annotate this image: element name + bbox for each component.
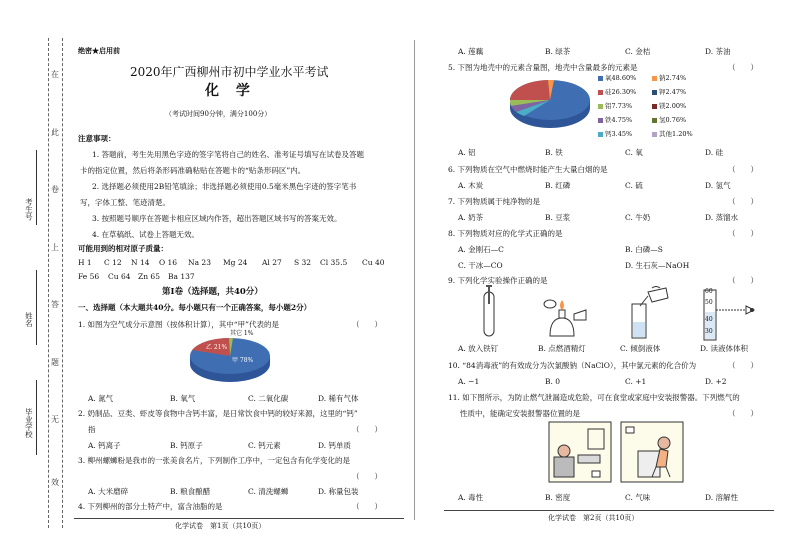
legend-label: 钙3.45%: [605, 130, 633, 138]
answer-blank[interactable]: （ ）: [728, 63, 758, 72]
option-b[interactable]: B. 钙原子: [170, 441, 203, 450]
option-d[interactable]: D. 硅: [705, 148, 724, 157]
section-title: 第Ⅰ卷（选择题，共40分）: [162, 287, 263, 297]
answer-blank[interactable]: （ ）: [728, 197, 758, 206]
legend-swatch: [598, 104, 603, 109]
answer-blank[interactable]: （ ）: [728, 229, 758, 238]
option-d[interactable]: D. 钙单质: [318, 441, 352, 450]
pie-label-jia: 甲 78%: [232, 357, 254, 364]
notice-line: 3. 按照题号顺序在答题卡相应区域内作答，超出答题区域书写的答案无效。: [92, 214, 342, 223]
answer-blank[interactable]: （ ）: [728, 361, 758, 370]
question-11-cont: 性质中，能确定安装报警器位置的是: [460, 409, 580, 418]
legend-label: 氧48.60%: [605, 74, 637, 82]
footer-rule: [74, 518, 404, 519]
option-a[interactable]: A. 金刚石—C: [458, 245, 504, 254]
option-c[interactable]: C. 清洗螺蛳: [248, 487, 289, 496]
binding-char: 效: [51, 478, 59, 487]
binding-char: 此: [51, 128, 59, 137]
answer-blank[interactable]: （ ）: [352, 502, 382, 511]
question-10: 10. “84消毒液”的有效成分为次氯酸钠（NaClO），其中氯元素的化合价为: [448, 361, 697, 370]
legend-swatch: [598, 118, 603, 123]
atomic-mass-item: O 16: [159, 258, 178, 267]
legend-label: 铁4.75%: [605, 116, 633, 124]
option-a[interactable]: A. 钙离子: [88, 441, 121, 450]
option-a[interactable]: A. 氮气: [88, 394, 114, 403]
option-a[interactable]: A. 放入铁钉: [458, 344, 499, 353]
answer-blank[interactable]: （ ）: [728, 409, 758, 418]
option-b[interactable]: B. 绿茶: [545, 47, 571, 56]
question-9: 9. 下列化学实验操作正确的是: [448, 276, 548, 285]
name-field[interactable]: [36, 270, 37, 345]
exam-title: 2020年广西柳州市初中学业水平考试: [130, 65, 329, 79]
option-c[interactable]: C. 气味: [625, 493, 651, 502]
option-b[interactable]: B. 点燃酒精灯: [538, 344, 586, 353]
legend-label: 其他1.20%: [659, 130, 693, 138]
atomic-mass-item: Mg 24: [223, 258, 248, 267]
legend-swatch: [652, 132, 657, 137]
option-d[interactable]: D. 稀有气体: [318, 394, 359, 403]
option-c[interactable]: C. 氧: [625, 148, 643, 157]
page-footer: 化学试卷 第2页（共10页）: [548, 514, 639, 522]
option-a[interactable]: A. −1: [458, 377, 480, 386]
question-8: 8. 下列物质对应的化学式正确的是: [448, 229, 563, 238]
option-c[interactable]: C. 硫: [625, 181, 643, 190]
option-d[interactable]: D. 氢气: [705, 181, 731, 190]
binding-char: 卷: [51, 185, 59, 194]
legend-swatch: [652, 118, 657, 123]
school-field-label: 毕业学校: [24, 408, 34, 438]
notice-line: 2. 选择题必须使用2B铅笔填涂；非选择题必须使用0.5毫米黑色字迹的签字笔书: [92, 182, 357, 191]
legend-swatch: [652, 90, 657, 95]
legend-label: 硅26.30%: [605, 88, 637, 96]
pouring-liquid-illustration: [622, 286, 672, 342]
cylinder-scale-label: 30: [705, 328, 713, 335]
legend-swatch: [598, 90, 603, 95]
option-b[interactable]: B. 豆浆: [545, 213, 571, 222]
legend-swatch: [652, 104, 657, 109]
option-d[interactable]: D. 茶油: [705, 47, 731, 56]
option-c[interactable]: C. 二氧化碳: [248, 394, 289, 403]
answer-blank[interactable]: （ ）: [352, 425, 382, 434]
legend-swatch: [652, 76, 657, 81]
legend-label: 氢0.76%: [659, 116, 687, 124]
binding-char: 在: [51, 70, 59, 79]
notice-line: 1. 答题前，考生先用黑色字迹的签字笔将自己的姓名、准考证号填写在试卷及答题: [92, 150, 365, 159]
atomic-mass-item: Fe 56: [78, 272, 100, 281]
atomic-mass-item: Na 23: [188, 258, 211, 267]
atomic-mass-item: Cl 35.5: [320, 258, 348, 267]
option-b[interactable]: B. 氧气: [170, 394, 196, 403]
atomic-mass-item: S 32: [294, 258, 312, 267]
option-c[interactable]: C. +1: [625, 377, 647, 386]
secret-label: 绝密★启用前: [78, 46, 120, 55]
binding-line-inner: [48, 38, 49, 528]
binding-char: 题: [51, 358, 59, 367]
atomic-mass-item: Zn 65: [138, 272, 160, 281]
option-a[interactable]: A. 木炭: [458, 181, 484, 190]
option-c[interactable]: C. 干冰—CO: [458, 261, 503, 270]
legend-swatch: [598, 76, 603, 81]
question-11: 11. 如下图所示，为防止燃气泄漏造成危险，可在食堂或家庭中安装报警器。下列燃气的: [448, 393, 740, 402]
notice-line: 写，字体工整、笔迹清楚。: [80, 198, 170, 207]
option-b[interactable]: B. 0: [545, 377, 561, 386]
option-a[interactable]: A. 莲藕: [458, 47, 484, 56]
option-c[interactable]: C. 牛奶: [625, 213, 651, 222]
page-footer: 化学试卷 第1页（共10页）: [175, 522, 266, 530]
option-d[interactable]: D. 蒸馏水: [705, 213, 739, 222]
legend-label: 镁2.00%: [659, 102, 687, 110]
atomic-mass-item: Ba 137: [168, 272, 195, 281]
exam-number-field-label: 考生号: [24, 198, 34, 221]
notice-line: 卡的指定位置，然后将条形码准确粘贴在答题卡的“贴条形码区”内。: [80, 166, 306, 175]
school-field[interactable]: [36, 380, 37, 455]
atomic-mass-item: H 1: [78, 258, 92, 267]
question-1: 1. 如图为空气成分示意图（按体积计算），其中“甲”代表的是: [78, 320, 279, 329]
pie-label-other: 其它 1%: [230, 330, 254, 337]
answer-blank[interactable]: （ ）: [352, 472, 382, 481]
section-description: 一、选择题（本大题共40分。每小题只有一个正确答案，每小题2分）: [78, 303, 312, 312]
option-a[interactable]: A. 铝: [458, 148, 476, 157]
question-5: 5. 下图为地壳中的元素含量图，地壳中含量最多的元素是: [448, 63, 638, 72]
atomic-mass-item: C 12: [104, 258, 122, 267]
cylinder-scale-label: 50: [705, 299, 713, 306]
atomic-mass-item: Al 27: [262, 258, 282, 267]
binding-char: 无: [51, 415, 59, 424]
cylinder-scale-label: 40: [705, 316, 713, 323]
answer-blank[interactable]: （ ）: [728, 165, 758, 174]
question-4: 4. 下列柳州的部分土特产中，富含油脂的是: [78, 502, 223, 511]
notice-title: 注意事项：: [78, 134, 116, 143]
page-divider: [414, 40, 415, 520]
test-tube-nail-illustration: [470, 284, 510, 342]
answer-blank[interactable]: （ ）: [352, 320, 382, 329]
option-b[interactable]: B. 密度: [545, 493, 571, 502]
binding-line-outer: [62, 38, 63, 528]
atomic-mass-item: Cu 40: [362, 258, 385, 267]
option-c[interactable]: C. 钙元素: [248, 441, 281, 450]
pie-label-yi: 乙 21%: [206, 344, 228, 351]
kitchen-alarm-low-illustration: [548, 421, 612, 483]
option-a[interactable]: A. 奶茶: [458, 213, 484, 222]
answer-blank[interactable]: （ ）: [728, 276, 758, 285]
option-b[interactable]: B. 铁: [545, 148, 563, 157]
legend-label: 铝7.73%: [605, 102, 633, 110]
crust-elements-pie: [508, 76, 596, 134]
option-d[interactable]: D. 生石灰—NaOH: [625, 261, 690, 270]
subject-heading: 化 学: [205, 83, 256, 99]
notice-line: 4. 在草稿纸、试卷上答题无效。: [92, 230, 200, 239]
question-2-cont: 指: [88, 425, 96, 434]
legend-label: 钠2.74%: [659, 74, 687, 82]
cylinder-scale-label: 60: [705, 288, 713, 295]
question-3: 3. 柳州螺蛳粉是我市的一张美食名片，下列制作工序中，一定包含有化学变化的是: [78, 456, 351, 465]
option-c[interactable]: C. 倾倒液体: [620, 344, 661, 353]
atomic-mass-title: 可能用到的相对原子质量：: [78, 244, 168, 253]
option-b[interactable]: B. 粮食酿醋: [170, 487, 211, 496]
option-b[interactable]: B. 白磷—S: [625, 245, 663, 254]
option-c[interactable]: C. 金桔: [625, 47, 651, 56]
option-a[interactable]: A. 毒性: [458, 493, 484, 502]
legend-swatch: [598, 132, 603, 137]
option-d[interactable]: D. +2: [705, 377, 727, 386]
question-6: 6. 下列物质在空气中燃烧时能产生大量白烟的是: [448, 165, 608, 174]
option-a[interactable]: A. 大米磨碎: [88, 487, 129, 496]
option-d[interactable]: D. 溶解性: [705, 493, 739, 502]
atomic-mass-item: N 14: [131, 258, 150, 267]
option-b[interactable]: B. 红磷: [545, 181, 571, 190]
kitchen-alarm-high-illustration: [620, 421, 684, 483]
exam-number-field[interactable]: [36, 150, 37, 225]
question-2: 2. 奶制品、豆类、虾皮等食物中含钙丰富，是日常饮食中钙的较好来源，这里的“钙”: [78, 409, 358, 418]
pie-slice-silicon: [510, 80, 550, 100]
footer-rule: [444, 510, 774, 511]
option-d[interactable]: D. 读液体体积: [700, 344, 749, 353]
option-d[interactable]: D. 称量包装: [318, 487, 359, 496]
name-field-label: 姓名: [24, 312, 34, 327]
atomic-mass-item: Cu 64: [108, 272, 131, 281]
legend-label: 钾2.47%: [659, 88, 687, 96]
alcohol-lamp-illustration: [540, 284, 590, 342]
binding-char: 上: [51, 243, 59, 252]
binding-char: 答: [51, 300, 59, 309]
question-7: 7. 下列物质属于纯净物的是: [448, 197, 541, 206]
exam-info: （考试时间90分钟，满分100分）: [165, 110, 272, 118]
